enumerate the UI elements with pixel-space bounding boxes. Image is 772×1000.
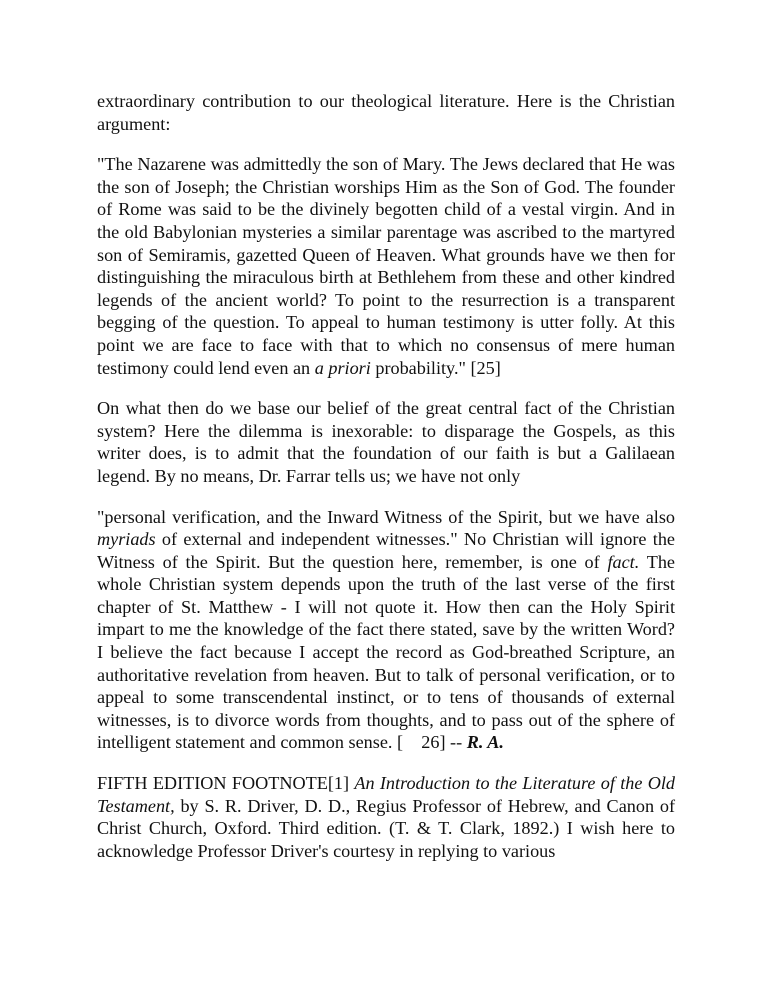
paragraph-quotation-nazarene [97,153,675,379]
paragraph-dilemma [97,397,675,487]
italic-book-title: An Introduction to the Literature of the Old Testament, [97,773,675,816]
text-segment: "The Nazarene was admittedly the son of Mary. The Jews declared that He was the son of Joseph; the Christian worships Him as the Son of God. The founder of Rome was said to be the divinely begotten child of a vestal virgin. And in the old Babylonian mysteries a similar parentage was ascribed to the martyred son of Semiramis, gazetted Queen of Heaven. What grounds have we then for distinguishing the miraculous birth at Bethlehem from these and other kindred legends of the ancient world? To point to the resurrection is a transparent begging of the question. To appeal to human testimony is utter folly. At this point we are face to face with that to which no consensus of mere human testimony could lend even an [97,154,675,378]
text-segment: The whole Christian system depends upon the truth of the last verse of the first chapter of St. Matthew - I will not quote it. How then can the Holy Spirit impart to me the knowledge of the fact there stated, save by the written Word? I believe the fact because I accept the record as God-breathed Scripture, an authoritative revelation from heaven. But to talk of personal verification, or to appeal to some transcendental instinct, or to tens of thousands of external witnesses, is to divorce words from thoughts, and to pass out of the sphere of intelligent statement and common sense. [ 26] -- [97,551,680,753]
italic-phrase: fact. [607,551,640,572]
author-signature: R. A. [466,732,504,753]
text-segment: "personal verification, and the Inward Witness of the Spirit, but we have also [97,506,675,527]
italic-phrase: myriads [97,529,156,550]
paragraph-fifth-edition-footnote [97,772,675,862]
text-segment: probability." [25] [370,357,501,378]
paragraph-argument-intro [97,90,675,135]
italic-phrase: a priori [314,357,371,378]
paragraph-personal-verification [97,506,680,755]
text-segment: by S. R. Driver, D. D., Regius Professor of Hebrew, and Canon of Christ Church, Oxford. Third edition. (T. & T. Clark, 1892.) I wish here to acknowledge Professor Driver's courtesy in replying to various [97,795,675,861]
text-segment: On what then do we base our belief of the great central fact of the Christian system? Here the dilemma is inexorable: to disparage the Gospels, as this writer does, is to admit that the foundation of our faith is but a Galilaean legend. By no means, Dr. Farrar tells us; we have not only [97,398,675,486]
text-segment: FIFTH EDITION FOOTNOTE[1] [97,773,355,794]
document-page [97,90,680,880]
text-segment: extraordinary contribution to our theological literature. Here is the Christian argument: [97,91,675,134]
text-segment: of external and independent witnesses." No Christian will ignore the Witness of the Spirit. But the question here, remember, is one of [97,529,675,572]
